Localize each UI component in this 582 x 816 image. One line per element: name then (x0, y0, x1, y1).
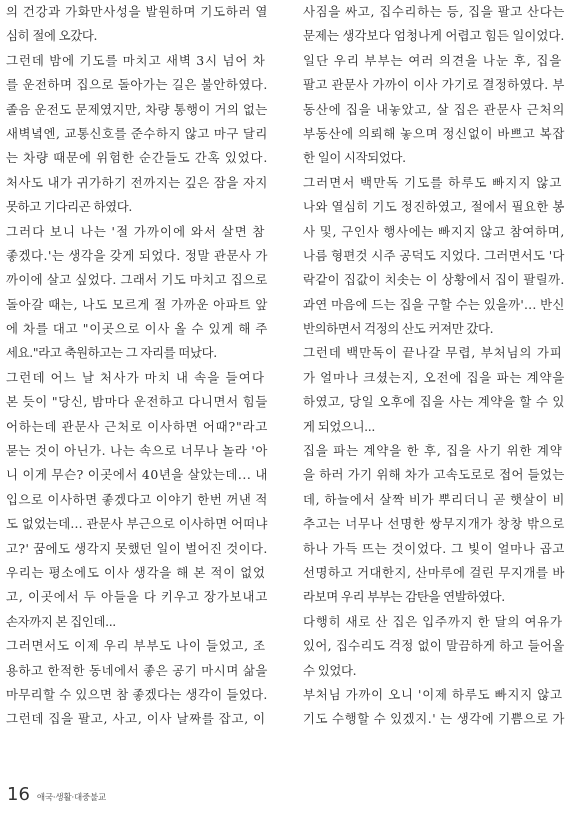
text-line: 그러면서 백만독 기도를 하루도 빠지지 않고 (303, 174, 563, 190)
text-line: 추고는 너무나 선명한 쌍무지개가 창창 밖으로 (303, 516, 565, 532)
text-line: 졸음 운전도 문제였지만, 차량 통행이 거의 없는 (6, 101, 268, 117)
text-line: 게 되었으니... (303, 418, 375, 434)
text-line: 문제는 생각보다 엄청나게 어렵고 힘든 일이었다. (303, 28, 565, 44)
text-line: 어하는데 관문사 근처로 이사하면 어때?"라고 (6, 418, 268, 434)
text-line: 그런데 어느 날 처사가 마치 내 속을 들여다 (6, 369, 266, 385)
text-line: 처사도 내가 귀가하기 전까지는 깊은 잠을 자지 (6, 174, 268, 190)
publication-name: 애국·생활·대중불교 (36, 793, 106, 803)
text-line: 본 듯이 "당신, 밤마다 운전하고 다니면서 힘들 (6, 394, 268, 410)
text-line: 사짐을 싸고, 집수리하는 등, 집을 팔고 산다는 (303, 4, 565, 19)
text-line: 에 차를 대고 "이곳으로 이사 올 수 있게 해 주 (6, 321, 268, 337)
text-line: 나름 형편것 시주 공덕도 지었다. 그러면서도 '다 (303, 247, 565, 263)
text-line: 세요."라고 축원하고는 그 자리를 떠났다. (6, 345, 217, 361)
text-line: 마무리할 수 있으면 참 좋겠다는 생각이 들었다. (6, 686, 268, 702)
left-column (6, 0, 268, 732)
text-line: 를 운전하며 집으로 돌아가는 길은 불안하였다. (6, 77, 268, 93)
text-line: 돌아갈 때는, 나도 모르게 절 가까운 아파트 앞 (6, 296, 268, 312)
text-line: 기도 수행할 수 있겠지.' 는 생각에 기쁨으로 가 (303, 711, 565, 727)
text-line: 부동산에 의뢰해 놓으며 정신없이 바쁘고 복잡 (303, 125, 565, 141)
text-line: 다행히 새로 산 집은 입주까지 한 달의 여유가 (303, 613, 563, 629)
text-line: 입으로 이사하면 좋겠다고 이야기 한번 꺼낸 적 (6, 491, 268, 507)
text-line: 그런데 밤에 기도를 마치고 새벽 3시 넘어 차 (6, 52, 266, 68)
text-line: 수 있었다. (303, 662, 357, 678)
text-line: 까이에 살고 싶었다. 그래서 기도 마치고 집으로 (6, 272, 268, 288)
text-line: 나와 열심히 기도 정진하였고, 절에서 필요한 봉 (303, 199, 565, 215)
text-line: 용하고 한적한 동네에서 좋은 공기 마시며 삶을 (6, 662, 268, 678)
text-line: 못하고 기다리곤 하였다. (6, 199, 132, 215)
text-line: 그러다 보니 나는 '절 가까이에 와서 살면 참 (6, 223, 266, 239)
text-line: 새벽녘엔, 교통신호를 준수하지 않고 마구 달리 (6, 125, 268, 141)
text-line: 과연 마음에 드는 집을 구할 수는 있을까'... 반신 (303, 296, 565, 312)
text-line: 집을 파는 계약을 한 후, 집을 사기 위한 계약 (303, 443, 563, 459)
text-line: 일단 우리 부부는 여러 의견을 나눈 후, 집을 (303, 52, 563, 68)
page-footer (7, 784, 106, 808)
text-line: 락같이 집값이 치솟는 이 상황에서 집이 팔릴까. (303, 272, 565, 288)
text-line: 하나 가득 뜨는 것이었다. 그 빛이 얼마나 곱고 (303, 540, 565, 556)
text-line: 을 하러 가기 위해 차가 고속도로로 접어 들었는 (303, 467, 565, 483)
text-line: 의 건강과 가화만사성을 발원하며 기도하러 열 (6, 4, 268, 19)
right-column (303, 0, 565, 732)
text-line: 그러면서도 이제 우리 부부도 나이 들었고, 조 (6, 638, 266, 654)
text-line: 하였고, 당일 오후에 집을 사는 계약을 할 수 있 (303, 394, 565, 410)
text-line: 는 차량 때문에 위험한 순간들도 간혹 있었다. (6, 150, 268, 166)
text-line: 좋겠다.'는 생각을 갖게 되었다. 정말 관문사 가 (6, 247, 268, 263)
page-number: 16 (7, 784, 30, 805)
text-line: 선명하고 거대한지, 산마루에 걸린 무지개를 바 (303, 564, 565, 580)
text-line: 니 이게 무슨? 이곳에서 40년을 살았는데... 내 (6, 467, 268, 483)
text-line: 라보며 우리 부부는 감탄을 연발하였다. (303, 589, 505, 605)
text-line: 묻는 것이 아닌가. 나는 속으로 너무나 놀라 '아 (6, 443, 268, 459)
text-line: 반의하면서 걱정의 산도 커져만 갔다. (303, 321, 494, 337)
text-line: 손자까지 본 집인데... (6, 613, 116, 629)
text-line: 심히 절에 오갔다. (6, 28, 98, 44)
text-line: 데, 하늘에서 살짝 비가 뿌리더니 곧 햇살이 비 (303, 491, 565, 507)
text-line: 한 일이 시작되었다. (303, 150, 406, 166)
text-line: 그런데 백만독이 끝나갈 무렵, 부처님의 가피 (303, 345, 563, 361)
text-line: 동산에 집을 내놓았고, 살 집은 관문사 근처의 (303, 101, 565, 117)
text-line: 도 없었는데... 관문사 부근으로 이사하면 어떠냐 (6, 516, 268, 532)
text-line: 부처님 가까이 오니 '이제 하루도 빠지지 않고 (303, 686, 563, 702)
text-line: 고?' 꿈에도 생각지 못했던 일이 벌어진 것이다. (6, 540, 268, 556)
text-line: 있어, 집수리도 걱정 없이 말끔하게 하고 들어올 (303, 638, 565, 654)
text-line: 가 얼마나 크셨는지, 오전에 집을 파는 계약을 (303, 369, 565, 385)
text-line: 고, 이곳에서 두 아들을 다 키우고 장가보내고 (6, 589, 268, 605)
text-line: 우리는 평소에도 이사 생각을 해 본 적이 없었 (6, 564, 266, 580)
text-line: 팔고 관문사 가까이 이사 가기로 결정하였다. 부 (303, 77, 565, 93)
text-line: 그런데 집을 팔고, 사고, 이사 날짜를 잡고, 이 (6, 711, 266, 727)
text-line: 사 및, 구인사 행사에는 빠지지 않고 참여하며, (303, 223, 565, 239)
